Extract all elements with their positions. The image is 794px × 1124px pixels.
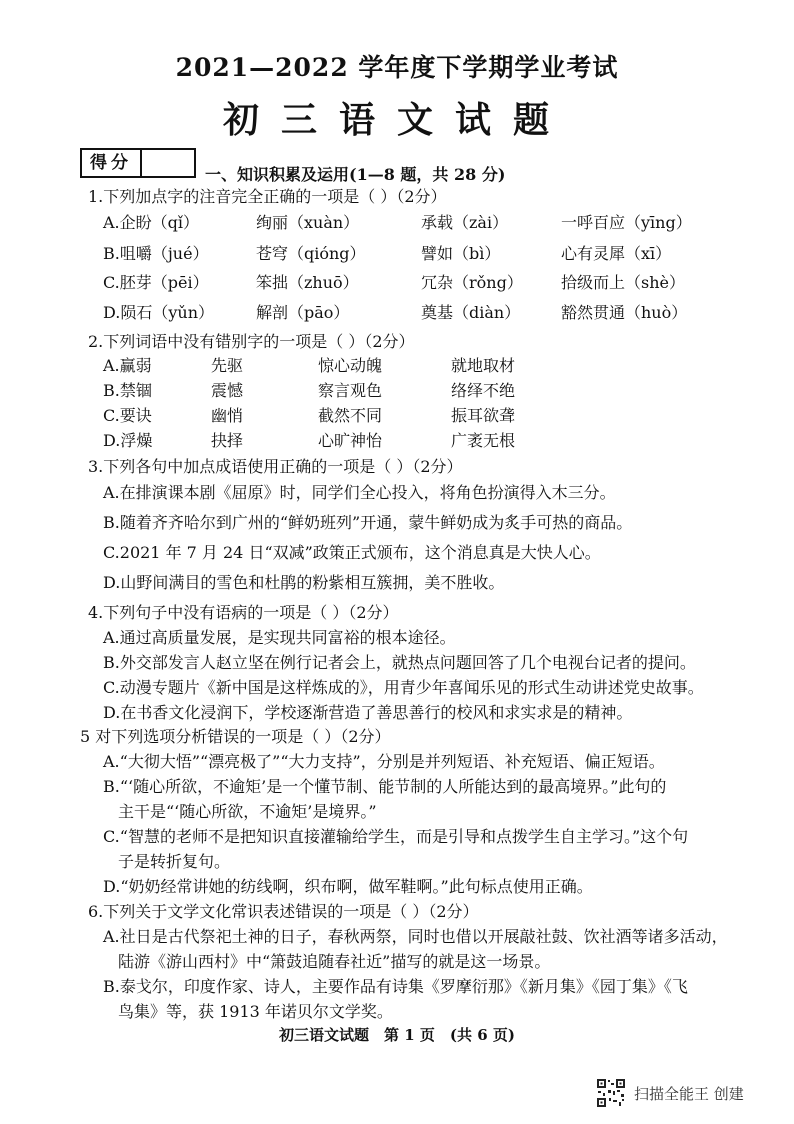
q1-cell: 拾级而上（shè） xyxy=(561,273,685,292)
q1-cell: 笨拙（zhuō） xyxy=(256,273,359,292)
q2-cell: 惊心动魄 xyxy=(318,356,383,375)
exam-title: 初三语文试题 xyxy=(222,99,571,141)
question-4-stem: 4.下列句子中没有语病的一项是（ ）（2分） xyxy=(88,603,399,622)
score-label: 得分 xyxy=(82,150,142,176)
q2-cell: C.要诀 xyxy=(103,406,152,425)
watermark-text: 扫描全能王 创建 xyxy=(634,1084,744,1103)
q1-cell: A.企盼（qǐ） xyxy=(103,213,200,232)
q1-cell: 譬如（bì） xyxy=(421,244,501,263)
q2-cell: 截然不同 xyxy=(318,406,383,425)
q1-cell: 奠基（diàn） xyxy=(421,303,521,322)
q2-cell: B.禁锢 xyxy=(103,381,152,400)
q1-cell: 豁然贯通（huò） xyxy=(561,303,688,322)
q3-option-b: B.随着齐齐哈尔到广州的“鲜奶班列”开通，蒙牛鲜奶成为炙手可热的商品。 xyxy=(103,513,633,532)
q2-cell: A.赢弱 xyxy=(103,356,152,375)
q1-cell: D.陨石（yǔn） xyxy=(103,303,214,322)
q1-cell: C.胚芽（pēi） xyxy=(103,273,209,292)
q4-option-b: B.外交部发言人赵立坚在例行记者会上，就热点问题回答了几个电视台记者的提问。 xyxy=(103,653,696,672)
question-3-stem: 3.下列各句中加点成语使用正确的一项是（ ）（2分） xyxy=(88,457,463,476)
scanner-watermark xyxy=(596,1078,744,1108)
q2-cell: 广袤无根 xyxy=(451,431,516,450)
q6-option-a: A.社日是古代祭祀土神的日子，春秋两祭，同时也借以开展敲社鼓、饮社酒等诸多活动， xyxy=(103,927,728,946)
q2-cell: 振耳欲聋 xyxy=(451,406,516,425)
q1-cell: 苍穹（qióng） xyxy=(256,244,366,263)
q3-option-a: A.在排演课本剧《屈原》时，同学们全心投入，将角色扮演得入木三分。 xyxy=(103,483,616,502)
q2-cell: 先驱 xyxy=(211,356,244,375)
q2-cell: 察言观色 xyxy=(318,381,383,400)
q5-option-b-cont: 主干是“‘随心所欲，不逾矩’是境界。” xyxy=(118,802,377,821)
question-1-stem: 1.下列加点字的注音完全正确的一项是（ ）（2分） xyxy=(88,187,447,206)
exam-header: 2021—2022 学年度下学期学业考试 xyxy=(175,53,619,82)
q5-option-c-cont: 子是转折复句。 xyxy=(118,852,231,871)
q5-option-b: B.“‘随心所欲，不逾矩’是一个懂节制、能节制的人所能达到的最高境界。”此句的 xyxy=(103,777,667,796)
q6-option-a-cont: 陆游《游山西村》中“箫鼓追随春社近”描写的就是这一场景。 xyxy=(118,952,551,971)
question-2-stem: 2.下列词语中没有错别字的一项是（ ）（2分） xyxy=(88,332,415,351)
q6-option-b-cont: 鸟集》等，获 1913 年诺贝尔文学奖。 xyxy=(118,1002,393,1021)
q2-cell: 络绎不绝 xyxy=(451,381,516,400)
q1-cell: 绚丽（xuàn） xyxy=(256,213,360,232)
q1-cell: 解剖（pāo） xyxy=(256,303,350,322)
q3-option-c: C.2021 年 7 月 24 日“双减”政策正式颁布，这个消息真是大快人心。 xyxy=(103,543,601,562)
q5-option-a: A.“大彻大悟”“漂亮极了”“大力支持”，分别是并列短语、补充短语、偏正短语。 xyxy=(103,752,665,771)
q4-option-d: D.在书香文化浸润下，学校逐渐营造了善思善行的校风和求实求是的精神。 xyxy=(103,703,633,722)
score-box xyxy=(80,148,196,178)
q5-option-d: D.“奶奶经常讲她的纺线啊，织布啊，做军鞋啊。”此句标点使用正确。 xyxy=(103,877,593,896)
q1-cell: 承载（zài） xyxy=(421,213,509,232)
question-5-stem: 5 对下列选项分析错误的一项是（ ）（2分） xyxy=(80,727,391,746)
qr-code-icon xyxy=(596,1078,626,1108)
q6-option-b: B.泰戈尔，印度作家、诗人，主要作品有诗集《罗摩衍那》《新月集》《园丁集》《飞 xyxy=(103,977,688,996)
q1-cell: B.咀嚼（jué） xyxy=(103,244,209,263)
q2-cell: 就地取材 xyxy=(451,356,516,375)
score-blank[interactable] xyxy=(142,150,194,176)
q2-cell: 震憾 xyxy=(211,381,244,400)
q2-cell: D.浮燥 xyxy=(103,431,153,450)
q5-option-c: C.“智慧的老师不是把知识直接灌输给学生，而是引导和点拨学生自主学习。”这个句 xyxy=(103,827,689,846)
q4-option-c: C.动漫专题片《新中国是这样炼成的》，用青少年喜闻乐见的形式生动讲述党史故事。 xyxy=(103,678,704,697)
q3-option-d: D.山野间满目的雪色和杜鹃的粉紫相互簇拥，美不胜收。 xyxy=(103,573,505,592)
q1-cell: 冗杂（rǒng） xyxy=(421,273,523,292)
q2-cell: 幽悄 xyxy=(211,406,244,425)
q2-cell: 抉择 xyxy=(211,431,244,450)
page-footer: 初三语文试题 第 1 页 (共 6 页) xyxy=(279,1026,515,1044)
section-heading: 一、知识积累及运用(1—8 题，共 28 分) xyxy=(205,165,506,184)
q1-cell: 一呼百应（yīng） xyxy=(561,213,692,232)
q4-option-a: A.通过高质量发展，是实现共同富裕的根本途径。 xyxy=(103,628,456,647)
q1-cell: 心有灵犀（xī） xyxy=(561,244,672,263)
q2-cell: 心旷神怡 xyxy=(318,431,383,450)
question-6-stem: 6.下列关于文学文化常识表述错误的一项是（ ）（2分） xyxy=(88,902,479,921)
